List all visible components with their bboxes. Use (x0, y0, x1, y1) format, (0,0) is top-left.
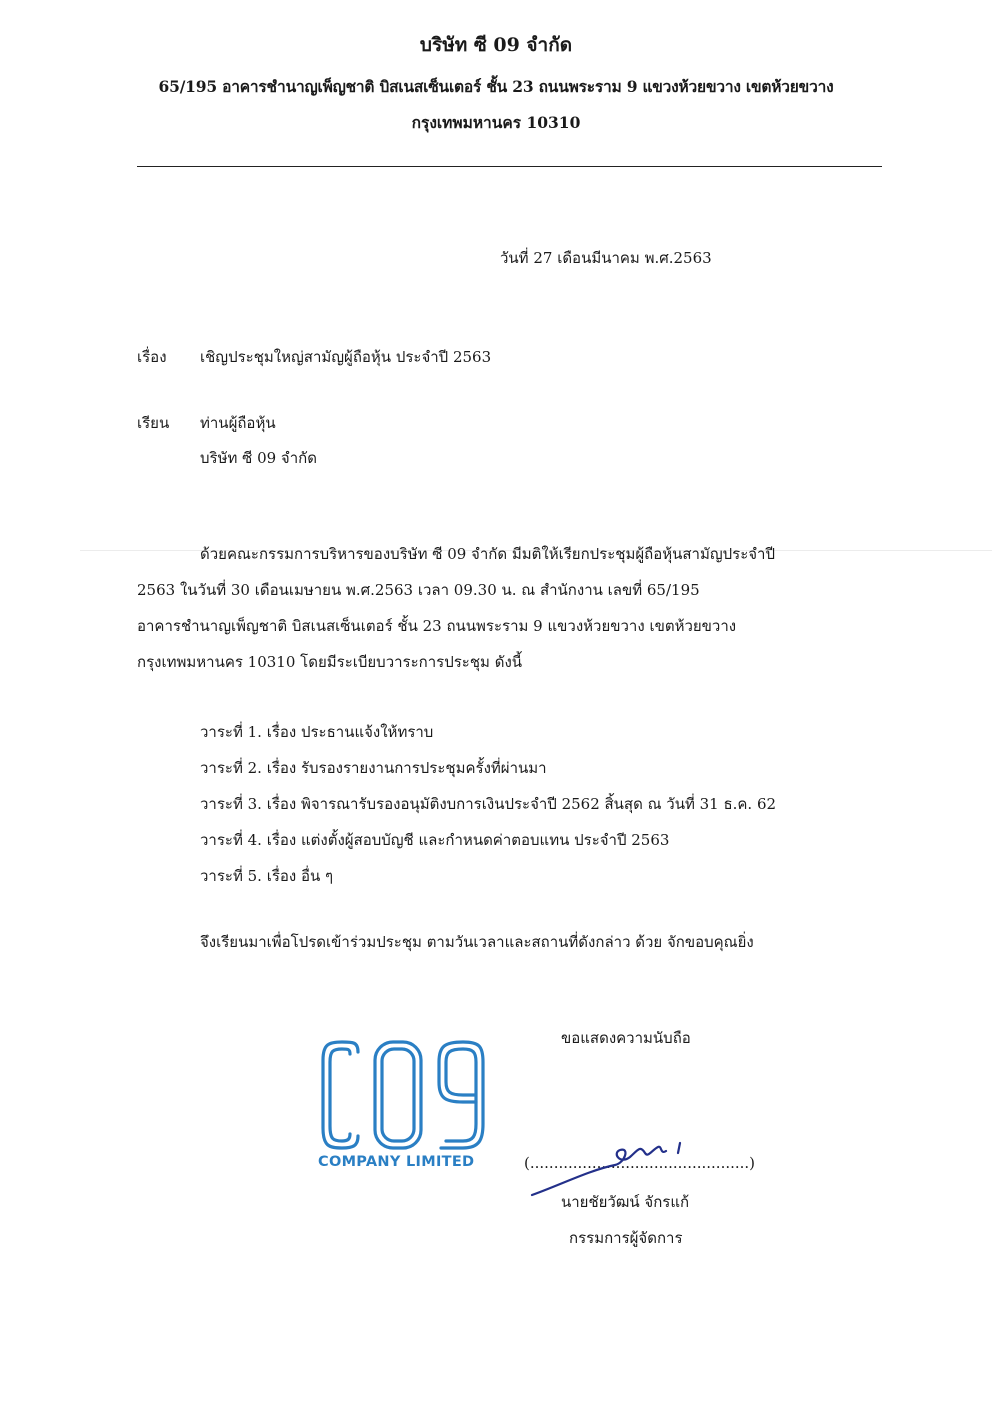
agenda-item: วาระที่ 4. เรื่อง แต่งตั้งผู้สอบบัญชี และกำหนดค่าตอบแทน ประจำปี 2563 (200, 831, 670, 849)
letter-date: วันที่ 27 เดือนมีนาคม พ.ศ.2563 (500, 249, 712, 267)
body-line: กรุงเทพมหานคร 10310 โดยมีระเบียบวาระการประชุม ดังนี้ (137, 653, 523, 671)
subject-label: เรื่อง (137, 348, 167, 366)
header-divider (137, 166, 882, 167)
logo-letter-nine (439, 1042, 483, 1148)
recipient-company: บริษัท ซี 09 จำกัด (200, 449, 317, 467)
signatory-name: นายชัยวัฒน์ จักรแก้ (561, 1193, 690, 1211)
company-address: 65/195 อาคารชำนาญเพ็ญชาติ บิสเนสเซ็นเตอร์ ชั้น 23 ถนนพระราม 9 แขวงห้วยขวาง เขตห้วยขวาง (158, 77, 834, 96)
signatory-title: กรรมการผู้จัดการ (569, 1229, 683, 1247)
closing-line: จึงเรียนมาเพื่อโปรดเข้าร่วมประชุม ตามวันเวลาและสถานที่ดังกล่าว ด้วย จักขอบคุณยิ่ง (200, 933, 754, 951)
body-line: 2563 ในวันที่ 30 เดือนเมษายน พ.ศ.2563 เวลา 09.30 น. ณ สำนักงาน เลขที่ 65/195 (137, 581, 700, 599)
salutation: ขอแสดงความนับถือ (561, 1029, 691, 1047)
logo-letter-c (323, 1042, 358, 1148)
subject-text: เชิญประชุมใหญ่สามัญผู้ถือหุ้น ประจำปี 2563 (200, 348, 492, 366)
agenda-item: วาระที่ 1. เรื่อง ประธานแจ้งให้ทราบ (200, 723, 434, 741)
body-line: ด้วยคณะกรรมการบริหารของบริษัท ซี 09 จำกัด มีมติให้เรียกประชุมผู้ถือหุ้นสามัญประจำปี (200, 545, 775, 563)
agenda-item: วาระที่ 3. เรื่อง พิจารณารับรองอนุมัติงบการเงินประจำปี 2562 สิ้นสุด ณ วันที่ 31 ธ.ค. 62 (200, 795, 777, 813)
logo-caption: COMPANY LIMITED (318, 1154, 475, 1170)
recipient-line: ท่านผู้ถือหุ้น (200, 414, 276, 432)
agenda-item: วาระที่ 2. เรื่อง รับรองรายงานการประชุมครั้งที่ผ่านมา (200, 759, 547, 777)
company-name: บริษัท ซี 09 จำกัด (419, 34, 573, 56)
signature-blank-line: (..............................................) (524, 1154, 756, 1172)
agenda-item: วาระที่ 5. เรื่อง อื่น ๆ (200, 867, 334, 885)
company-address-city: กรุงเทพมหานคร 10310 (411, 113, 581, 132)
logo-letter-zero (375, 1042, 421, 1148)
recipient-label: เรียน (137, 414, 170, 432)
body-line: อาคารชำนาญเพ็ญชาติ บิสเนสเซ็นเตอร์ ชั้น 23 ถนนพระราม 9 แขวงห้วยขวาง เขตห้วยขวาง (137, 617, 737, 635)
